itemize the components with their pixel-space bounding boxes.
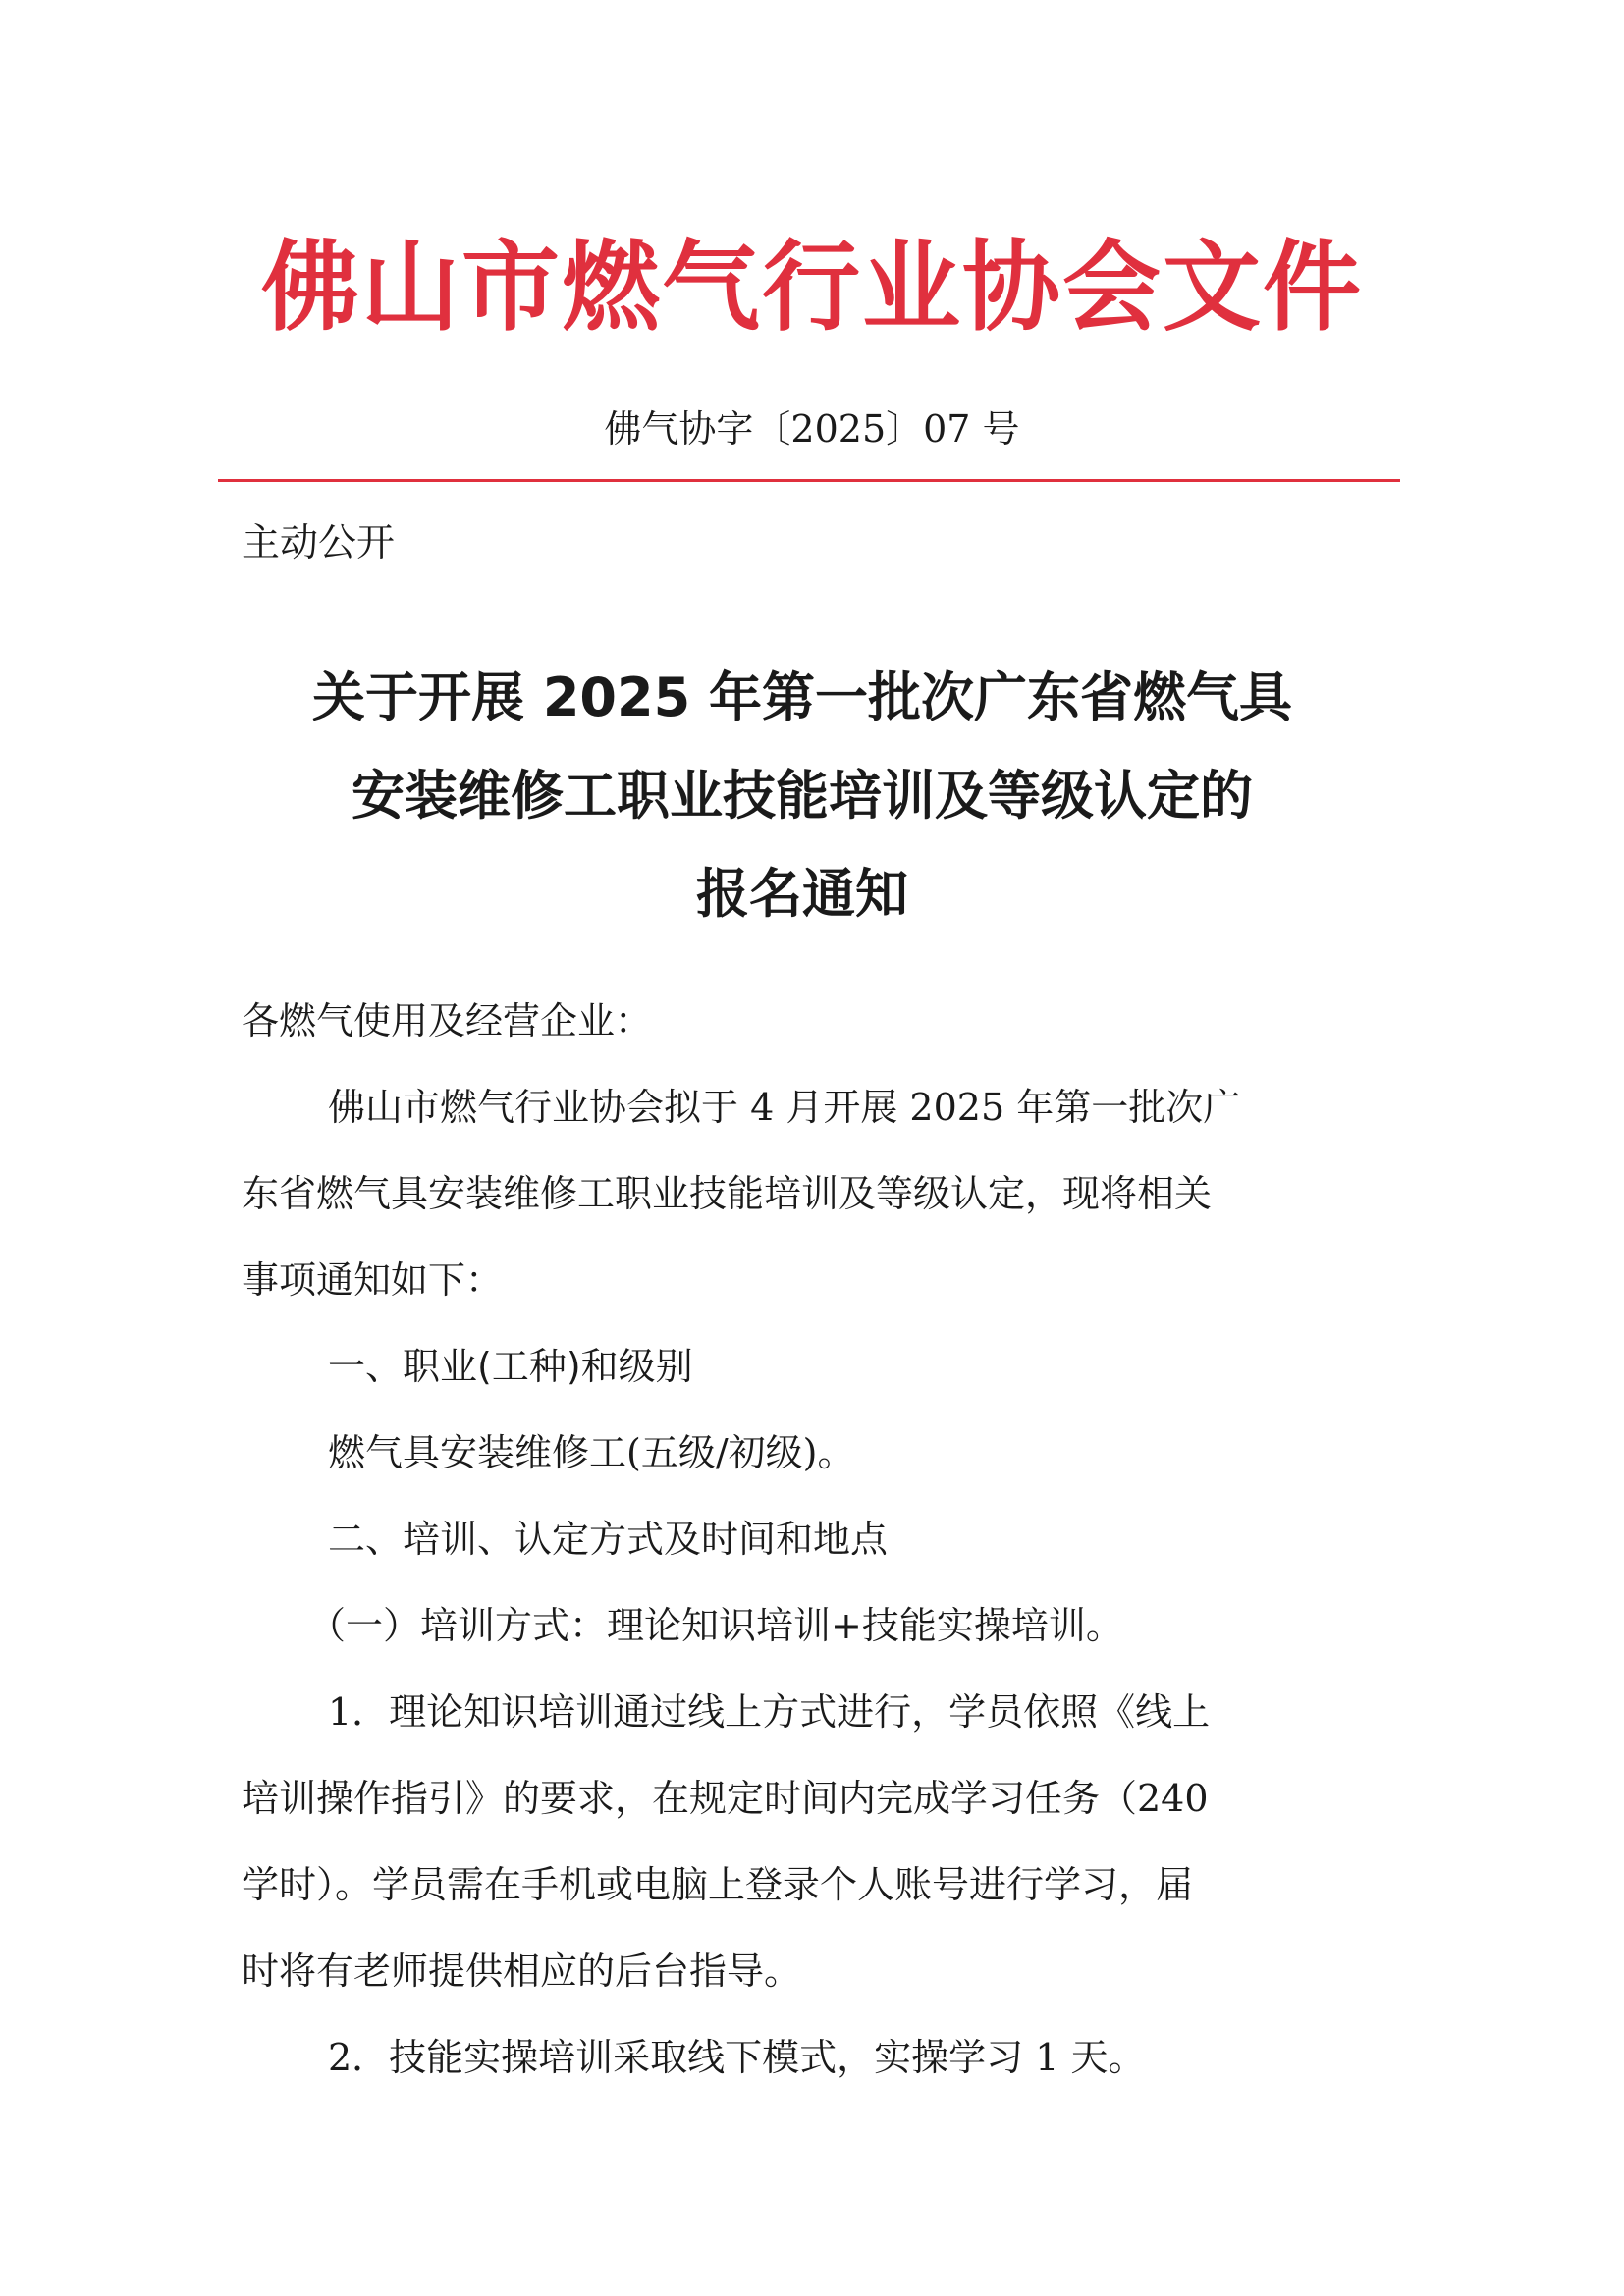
item-1-line-3: 学时）。学员需在手机或电脑上登录个人账号进行学习，届 — [242, 1863, 1194, 1906]
notice-title-line-3: 报名通知 — [696, 863, 908, 925]
intro-line-1: 佛山市燃气行业协会拟于 4 月开展 2025 年第一批次广 — [328, 1086, 1241, 1129]
document-number: 佛气协字〔2025〕07 号 — [604, 407, 1020, 451]
item-2: 2．技能实操培训采取线下模式，实操学习 1 天。 — [328, 2036, 1146, 2079]
section-2-heading: 二、培训、认定方式及时间和地点 — [328, 1518, 889, 1561]
notice-title-line-2: 安装维修工职业技能培训及等级认定的 — [352, 765, 1253, 827]
red-divider-line — [218, 479, 1400, 482]
org-masthead: 佛山市燃气行业协会文件 — [261, 230, 1363, 345]
notice-title-line-1: 关于开展 2025 年第一批次广东省燃气具 — [312, 667, 1292, 728]
intro-line-3: 事项通知如下： — [242, 1258, 504, 1302]
item-1-line-2: 培训操作指引》的要求，在规定时间内完成学习任务（240 — [242, 1777, 1209, 1820]
publicity-label: 主动公开 — [242, 521, 396, 565]
item-1-line-1: 1．理论知识培训通过线上方式进行，学员依照《线上 — [328, 1690, 1211, 1734]
salutation: 各燃气使用及经营企业： — [242, 999, 653, 1042]
intro-line-2: 东省燃气具安装维修工职业技能培训及等级认定，现将相关 — [242, 1172, 1213, 1215]
item-1-line-4: 时将有老师提供相应的后台指导。 — [242, 1949, 802, 1993]
subsection-1: （一）培训方式：理论知识培训+技能实操培训。 — [308, 1604, 1123, 1647]
section-1-text: 燃气具安装维修工(五级/初级)。 — [328, 1431, 855, 1474]
section-1-heading: 一、职业(工种)和级别 — [328, 1345, 693, 1388]
